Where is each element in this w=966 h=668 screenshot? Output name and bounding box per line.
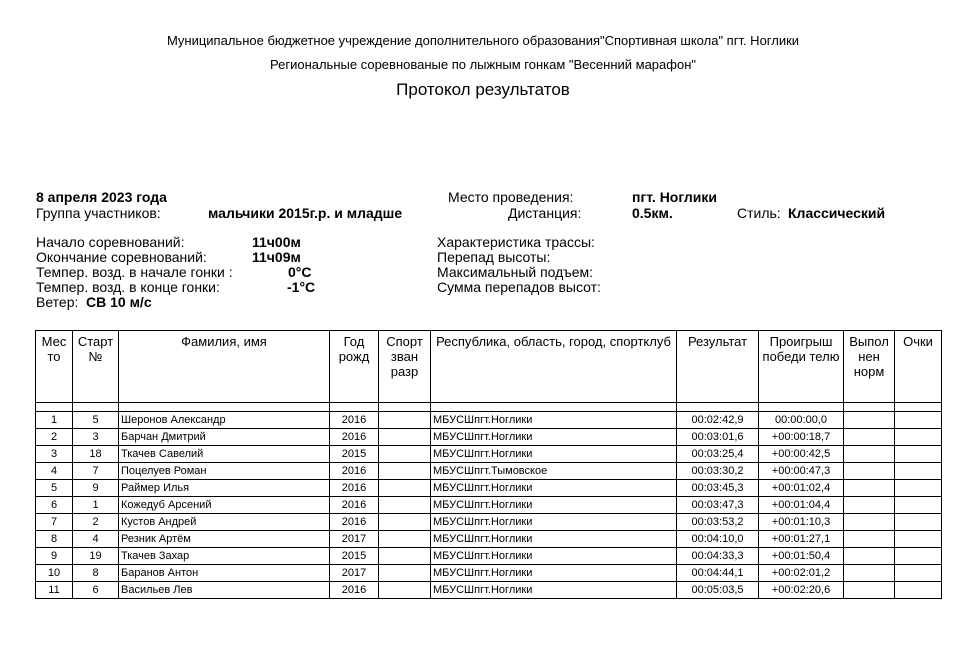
cell-result: 00:03:01,6 bbox=[677, 429, 759, 446]
cell-club: МБУСШпгт.Ноглики bbox=[431, 446, 677, 463]
max-climb-label: Максимальный подъем: bbox=[437, 264, 594, 280]
cell-points bbox=[895, 412, 942, 429]
cell-norm bbox=[844, 582, 895, 599]
cell-norm bbox=[844, 429, 895, 446]
cell-year: 2017 bbox=[330, 531, 379, 548]
height-diff-label: Перепад высоты: bbox=[437, 249, 551, 265]
cell-place: 5 bbox=[36, 480, 73, 497]
col-place: Мес то bbox=[36, 331, 73, 403]
cell-result: 00:03:30,2 bbox=[677, 463, 759, 480]
cell-rank bbox=[379, 582, 431, 599]
table-row bbox=[36, 497, 942, 514]
table-row bbox=[36, 446, 942, 463]
wind-label: Ветер: bbox=[36, 294, 79, 310]
cell-rank bbox=[379, 446, 431, 463]
header-spacer bbox=[36, 403, 942, 412]
cell-year: 2017 bbox=[330, 565, 379, 582]
cell-norm bbox=[844, 514, 895, 531]
cell-lag: +00:00:18,7 bbox=[759, 429, 844, 446]
cell-club: МБУСШпгт.Ноглики bbox=[431, 531, 677, 548]
cell-rank bbox=[379, 514, 431, 531]
cell-result: 00:03:47,3 bbox=[677, 497, 759, 514]
cell-year: 2016 bbox=[330, 514, 379, 531]
cell-result: 00:03:45,3 bbox=[677, 480, 759, 497]
col-start: Старт № bbox=[73, 331, 119, 403]
table-row bbox=[36, 429, 942, 446]
cell-rank bbox=[379, 531, 431, 548]
cell-start: 6 bbox=[73, 582, 119, 599]
cell-club: МБУСШпгт.Тымовское bbox=[431, 463, 677, 480]
cell-lag: +00:00:42,5 bbox=[759, 446, 844, 463]
place-label: Место проведения: bbox=[448, 189, 574, 205]
org-name: Муниципальное бюджетное учреждение дополнительного образования"Спортивная школа" пгт. Ноглики bbox=[166, 33, 800, 48]
cell-name: Ткачев Захар bbox=[119, 548, 330, 565]
cell-year: 2016 bbox=[330, 429, 379, 446]
cell-result: 00:04:10,0 bbox=[677, 531, 759, 548]
cell-start: 9 bbox=[73, 480, 119, 497]
cell-name: Резник Артём bbox=[119, 531, 330, 548]
cell-start: 2 bbox=[73, 514, 119, 531]
cell-start: 8 bbox=[73, 565, 119, 582]
cell-lag: +00:02:20,6 bbox=[759, 582, 844, 599]
cell-year: 2016 bbox=[330, 582, 379, 599]
cell-lag: +00:00:47,3 bbox=[759, 463, 844, 480]
start-label: Начало соревнований: bbox=[36, 234, 185, 250]
style-value: Классический bbox=[788, 205, 886, 221]
cell-place: 2 bbox=[36, 429, 73, 446]
results-table bbox=[35, 330, 942, 599]
cell-club: МБУСШпгт.Ноглики bbox=[431, 480, 677, 497]
cell-place: 8 bbox=[36, 531, 73, 548]
cell-club: МБУСШпгт.Ноглики bbox=[431, 412, 677, 429]
table-row bbox=[36, 565, 942, 582]
col-club: Республика, область, город, спортклуб bbox=[431, 331, 677, 403]
cell-place: 1 bbox=[36, 412, 73, 429]
temp-start-label: Темпер. возд. в начале гонки : bbox=[36, 264, 233, 280]
cell-rank bbox=[379, 412, 431, 429]
table-row bbox=[36, 480, 942, 497]
cell-club: МБУСШпгт.Ноглики bbox=[431, 582, 677, 599]
cell-points bbox=[895, 582, 942, 599]
cell-norm bbox=[844, 531, 895, 548]
cell-name: Кустов Андрей bbox=[119, 514, 330, 531]
cell-start: 3 bbox=[73, 429, 119, 446]
cell-result: 00:02:42,9 bbox=[677, 412, 759, 429]
cell-rank bbox=[379, 429, 431, 446]
cell-name: Ткачев Савелий bbox=[119, 446, 330, 463]
cell-name: Раймер Илья bbox=[119, 480, 330, 497]
cell-start: 1 bbox=[73, 497, 119, 514]
cell-club: МБУСШпгт.Ноглики bbox=[431, 548, 677, 565]
cell-place: 9 bbox=[36, 548, 73, 565]
group-value: мальчики 2015г.р. и младше bbox=[208, 205, 403, 221]
col-points: Очки bbox=[895, 331, 942, 403]
table-row bbox=[36, 582, 942, 599]
cell-norm bbox=[844, 480, 895, 497]
cell-year: 2015 bbox=[330, 548, 379, 565]
cell-points bbox=[895, 531, 942, 548]
distance-label: Дистанция: bbox=[508, 205, 582, 221]
cell-place: 11 bbox=[36, 582, 73, 599]
start-value: 11ч00м bbox=[252, 234, 301, 250]
cell-rank bbox=[379, 548, 431, 565]
cell-club: МБУСШпгт.Ноглики bbox=[431, 514, 677, 531]
cell-start: 5 bbox=[73, 412, 119, 429]
cell-place: 6 bbox=[36, 497, 73, 514]
col-rank: Спорт зван разр bbox=[379, 331, 431, 403]
col-norm: Выпол нен норм bbox=[844, 331, 895, 403]
cell-name: Васильев Лев bbox=[119, 582, 330, 599]
total-climb-label: Сумма перепадов высот: bbox=[437, 279, 601, 295]
cell-start: 19 bbox=[73, 548, 119, 565]
cell-place: 4 bbox=[36, 463, 73, 480]
cell-points bbox=[895, 480, 942, 497]
wind-value: СВ 10 м/с bbox=[86, 294, 152, 310]
cell-norm bbox=[844, 565, 895, 582]
cell-place: 3 bbox=[36, 446, 73, 463]
col-result: Результат bbox=[677, 331, 759, 403]
table-row bbox=[36, 548, 942, 565]
cell-points bbox=[895, 497, 942, 514]
cell-lag: +00:01:27,1 bbox=[759, 531, 844, 548]
cell-lag: +00:01:02,4 bbox=[759, 480, 844, 497]
style-label: Стиль: bbox=[737, 205, 781, 221]
cell-name: Кожедуб Арсений bbox=[119, 497, 330, 514]
table-body bbox=[36, 412, 942, 599]
cell-year: 2016 bbox=[330, 480, 379, 497]
col-year: Год рожд bbox=[330, 331, 379, 403]
cell-result: 00:04:33,3 bbox=[677, 548, 759, 565]
temp-end-value: -1°C bbox=[287, 279, 316, 295]
cell-start: 18 bbox=[73, 446, 119, 463]
cell-lag: 00:00:00,0 bbox=[759, 412, 844, 429]
cell-result: 00:04:44,1 bbox=[677, 565, 759, 582]
cell-year: 2015 bbox=[330, 446, 379, 463]
end-value: 11ч09м bbox=[252, 249, 301, 265]
table-row bbox=[36, 531, 942, 548]
cell-points bbox=[895, 565, 942, 582]
cell-norm bbox=[844, 463, 895, 480]
cell-year: 2016 bbox=[330, 497, 379, 514]
cell-lag: +00:01:10,3 bbox=[759, 514, 844, 531]
cell-lag: +00:01:04,4 bbox=[759, 497, 844, 514]
cell-result: 00:03:25,4 bbox=[677, 446, 759, 463]
table-row bbox=[36, 463, 942, 480]
cell-start: 7 bbox=[73, 463, 119, 480]
cell-name: Баранов Антон bbox=[119, 565, 330, 582]
cell-norm bbox=[844, 497, 895, 514]
cell-year: 2016 bbox=[330, 463, 379, 480]
cell-result: 00:03:53,2 bbox=[677, 514, 759, 531]
cell-rank bbox=[379, 565, 431, 582]
cell-club: МБУСШпгт.Ноглики bbox=[431, 565, 677, 582]
col-name: Фамилия, имя bbox=[119, 331, 330, 403]
table-row bbox=[36, 514, 942, 531]
place-value: пгт. Ноглики bbox=[632, 189, 717, 205]
cell-name: Поцелуев Роман bbox=[119, 463, 330, 480]
cell-club: МБУСШпгт.Ноглики bbox=[431, 497, 677, 514]
cell-rank bbox=[379, 497, 431, 514]
event-date: 8 апреля 2023 года bbox=[36, 189, 167, 205]
cell-points bbox=[895, 548, 942, 565]
track-label: Характеристика трассы: bbox=[437, 234, 595, 250]
cell-result: 00:05:03,5 bbox=[677, 582, 759, 599]
table-header-row bbox=[36, 331, 942, 403]
table-row bbox=[36, 412, 942, 429]
temp-start-value: 0°C bbox=[288, 264, 312, 280]
cell-points bbox=[895, 463, 942, 480]
col-lag: Проигрыш победи телю bbox=[759, 331, 844, 403]
cell-rank bbox=[379, 463, 431, 480]
cell-norm bbox=[844, 412, 895, 429]
cell-place: 10 bbox=[36, 565, 73, 582]
cell-name: Шеронов Александр bbox=[119, 412, 330, 429]
cell-place: 7 bbox=[36, 514, 73, 531]
temp-end-label: Темпер. возд. в конце гонки: bbox=[36, 279, 220, 295]
cell-name: Барчан Дмитрий bbox=[119, 429, 330, 446]
cell-norm bbox=[844, 446, 895, 463]
cell-norm bbox=[844, 548, 895, 565]
cell-points bbox=[895, 514, 942, 531]
cell-points bbox=[895, 446, 942, 463]
page-title: Протокол результатов bbox=[396, 80, 570, 99]
cell-start: 4 bbox=[73, 531, 119, 548]
cell-club: МБУСШпгт.Ноглики bbox=[431, 429, 677, 446]
cell-points bbox=[895, 429, 942, 446]
cell-year: 2016 bbox=[330, 412, 379, 429]
cell-lag: +00:01:50,4 bbox=[759, 548, 844, 565]
cell-rank bbox=[379, 480, 431, 497]
end-label: Окончание соревнований: bbox=[36, 249, 207, 265]
distance-value: 0.5км. bbox=[632, 205, 673, 221]
event-name: Региональные соревнованые по лыжным гонкам "Весенний марафон" bbox=[270, 57, 696, 72]
group-label: Группа участников: bbox=[36, 205, 161, 221]
cell-lag: +00:02:01,2 bbox=[759, 565, 844, 582]
